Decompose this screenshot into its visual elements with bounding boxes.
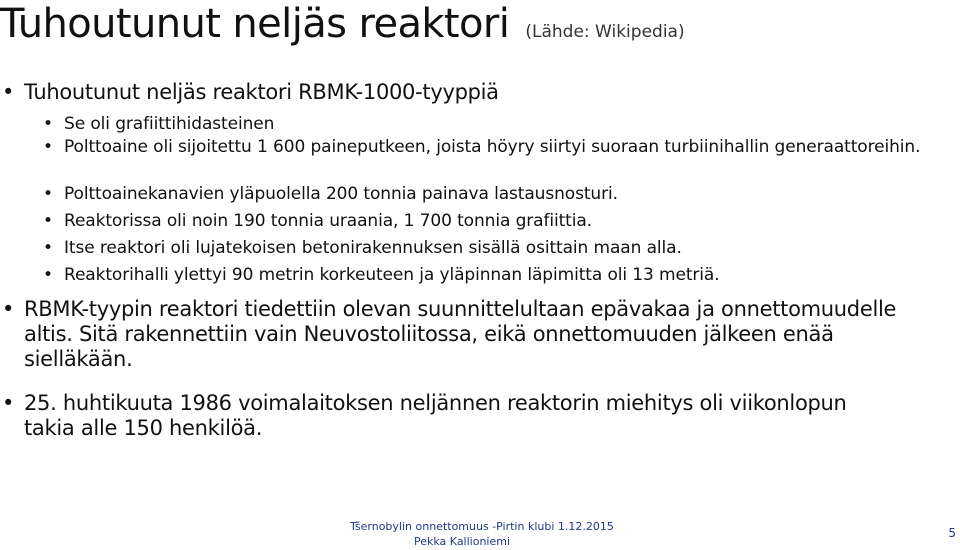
sub-bullet-dot-icon: •: [43, 137, 53, 157]
sub-bullet-item: [43, 136, 924, 158]
bullet-item: [2, 297, 904, 372]
sub-bullet-item: [43, 264, 944, 286]
sub-bullet-item: [43, 113, 944, 135]
sub-bullet-dot-icon: •: [43, 114, 53, 134]
sub-bullet-text: Reaktorissa oli noin 190 tonnia uraania, 1 700 tonnia grafiittia.: [64, 211, 592, 231]
sub-bullet-text: Se oli grafiittihidasteinen: [64, 114, 275, 134]
sub-bullet-dot-icon: •: [43, 184, 53, 204]
sub-bullet-dot-icon: •: [43, 238, 53, 258]
bullet-text: RBMK-tyypin reaktori tiedettiin olevan suunnittelultaan epävakaa ja onnettomuudelle altis. Sitä rakennettiin vain Neuvostoliitossa, eikä onnettomuuden jälkeen enää sielläkään.: [24, 297, 897, 371]
sub-bullet-text: Itse reaktori oli lujatekoisen betonirakennuksen sisällä osittain maan alla.: [64, 238, 682, 258]
sub-bullet-text: Polttoainekanavien yläpuolella 200 tonnia painava lastausnosturi.: [64, 184, 618, 204]
sub-bullet-item: [43, 183, 944, 205]
bullet-dot-icon: •: [2, 391, 15, 415]
sub-bullet-text: Reaktorihalli ylettyi 90 metrin korkeuteen ja yläpinnan läpimitta oli 13 metriä.: [64, 265, 720, 285]
bullet-dot-icon: •: [2, 297, 15, 321]
bullet-text: 25. huhtikuuta 1986 voimalaitoksen neljännen reaktorin miehitys oli viikonlopun takia alle 150 henkilöä.: [24, 391, 847, 440]
sub-bullet-dot-icon: •: [43, 265, 53, 285]
page-number: 5: [948, 526, 956, 540]
sub-bullet-item: [43, 210, 944, 232]
bullet-text: Tuhoutunut neljäs reaktori RBMK-1000-tyyppiä: [24, 80, 499, 104]
sub-bullet-dot-icon: •: [43, 211, 53, 231]
footer-event: Tšernobylin onnettomuus -Pirtin klubi 1.12.2015: [350, 520, 614, 533]
bullet-item: [2, 391, 884, 441]
title-text: Tuhoutunut neljäs reaktori: [0, 1, 510, 47]
bullet-dot-icon: •: [2, 80, 15, 104]
footer-author: Pekka Kallioniemi: [414, 535, 511, 548]
sub-bullet-item: [43, 237, 944, 259]
bullet-item: [2, 80, 924, 105]
sub-bullet-text: Polttoaine oli sijoitettu 1 600 paineputkeen, joista höyry siirtyi suoraan turbiinihallin generaattoreihin.: [64, 137, 921, 157]
title-source: (Lähde: Wikipedia): [525, 22, 685, 42]
